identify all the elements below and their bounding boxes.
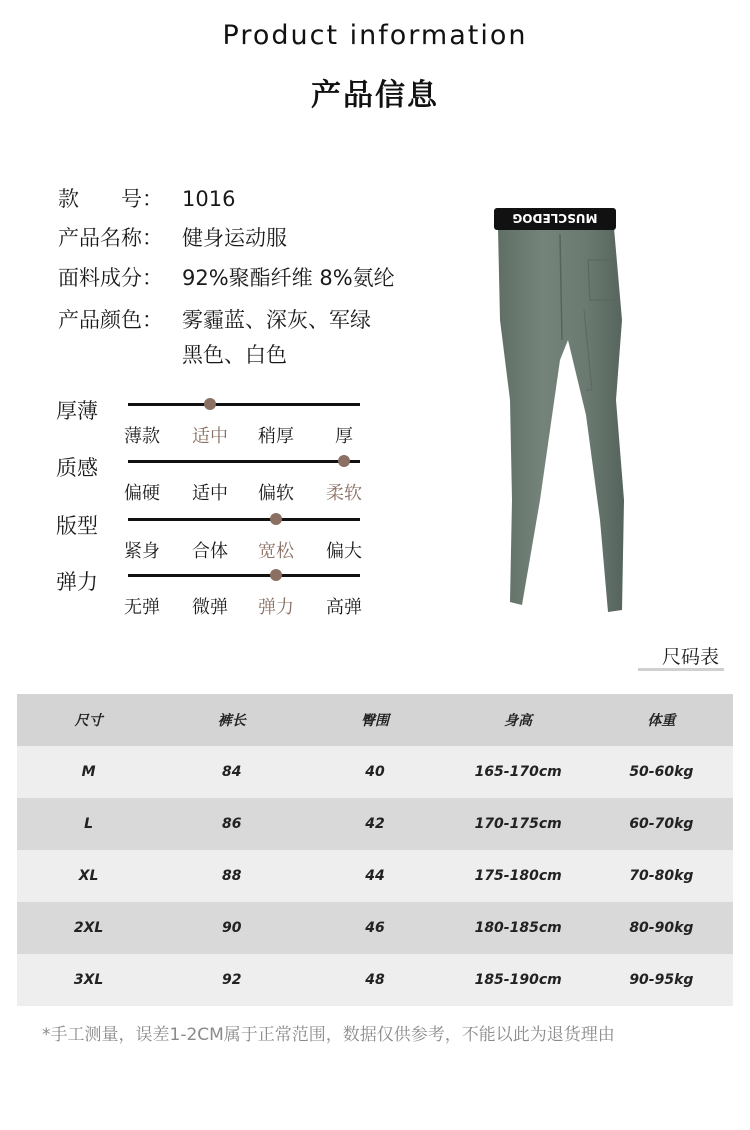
attribute-scale-marker xyxy=(270,513,282,525)
size-table-cell: 2XL xyxy=(73,920,104,936)
attribute-option: 偏硬 xyxy=(124,483,160,504)
size-table-cell: XL xyxy=(78,868,99,884)
attribute-option: 紧身 xyxy=(124,541,160,562)
attribute-option: 适中 xyxy=(192,483,228,504)
size-table-cell: 48 xyxy=(365,972,385,988)
attribute-option: 柔软 xyxy=(326,483,362,504)
size-table-cell: 46 xyxy=(365,920,385,936)
info-style-number xyxy=(58,183,235,213)
attribute-scale-line xyxy=(128,574,360,577)
size-table-cell: M xyxy=(81,764,96,780)
attribute-scale-line xyxy=(128,518,360,521)
size-table-header-cell: 裤长 xyxy=(217,713,246,729)
attribute-option: 高弹 xyxy=(326,597,362,618)
size-table-header-row xyxy=(17,694,733,746)
attribute-label: 弹力 xyxy=(56,570,98,594)
size-table-cell: 185-190cm xyxy=(474,972,562,988)
color-value-line-1: 雾霾蓝、深灰、军绿 xyxy=(182,308,371,332)
size-table-cell: 90-95kg xyxy=(629,972,694,988)
size-table-cell: L xyxy=(84,816,94,832)
size-table-cell: 84 xyxy=(222,764,242,780)
size-table-cell: 90 xyxy=(222,920,242,936)
size-table-header-cell: 臀围 xyxy=(360,713,389,729)
color-label: 产品颜色： xyxy=(58,308,163,332)
title-chinese: 产品信息 xyxy=(311,78,439,113)
attribute-option: 薄款 xyxy=(124,426,160,447)
product-name-label: 产品名称： xyxy=(58,226,163,250)
size-table-cell: 92 xyxy=(222,972,242,988)
size-chart-label: 尺码表 xyxy=(662,646,720,668)
size-table-cell: 88 xyxy=(222,868,242,884)
attribute-scale-marker xyxy=(338,455,350,467)
attribute-option: 宽松 xyxy=(258,541,294,562)
attribute-option: 适中 xyxy=(192,426,228,447)
measurement-note: *手工测量，误差1-2CM属于正常范围，数据仅供参考，不能以此为退货理由 xyxy=(42,1025,615,1045)
size-table-row xyxy=(17,746,733,798)
size-table-header-cell: 尺寸 xyxy=(74,713,103,729)
waistband-text: MUSCLEDOG xyxy=(512,211,598,225)
size-chart-underline xyxy=(638,668,724,671)
size-table-cell: 50-60kg xyxy=(629,764,694,780)
size-table-cell: 86 xyxy=(222,816,242,832)
info-product-name xyxy=(58,222,287,252)
attribute-label: 质感 xyxy=(56,456,98,480)
fabric-label: 面料成分： xyxy=(58,266,163,290)
size-table-cell: 44 xyxy=(365,868,385,884)
size-table-header-cell: 身高 xyxy=(504,713,533,729)
size-table-cell: 3XL xyxy=(73,972,104,988)
attribute-option: 厚 xyxy=(335,426,353,447)
attribute-option: 弹力 xyxy=(258,597,294,618)
size-table-cell: 180-185cm xyxy=(474,920,562,936)
size-table-cell: 170-175cm xyxy=(474,816,562,832)
color-value-line-2: 黑色、白色 xyxy=(182,343,287,367)
attribute-label: 版型 xyxy=(56,514,98,538)
attribute-option: 偏大 xyxy=(326,541,362,562)
title-english: Product information xyxy=(222,20,528,51)
size-table-row xyxy=(17,850,733,902)
size-table-header-cell: 体重 xyxy=(647,713,676,729)
product-image-pants xyxy=(476,200,626,630)
attribute-option: 微弹 xyxy=(192,597,228,618)
style-number-label: 款 号： xyxy=(58,187,163,211)
size-table-row xyxy=(17,902,733,954)
size-table-cell: 40 xyxy=(365,764,385,780)
attribute-scale-marker xyxy=(270,569,282,581)
attribute-option: 偏软 xyxy=(258,483,294,504)
info-fabric xyxy=(58,262,395,292)
size-table-row xyxy=(17,798,733,850)
attribute-option: 合体 xyxy=(192,541,228,562)
size-table-cell: 60-70kg xyxy=(629,816,694,832)
style-number-value: 1016 xyxy=(182,187,236,211)
size-table-cell: 70-80kg xyxy=(629,868,694,884)
size-table-cell: 42 xyxy=(365,816,385,832)
size-table xyxy=(17,694,733,1006)
attribute-option: 稍厚 xyxy=(258,426,294,447)
attribute-scale-line xyxy=(128,403,360,406)
attribute-option: 无弹 xyxy=(124,597,160,618)
size-table-cell: 80-90kg xyxy=(629,920,694,936)
size-table-cell: 175-180cm xyxy=(474,868,562,884)
fabric-value: 92%聚酯纤维 8%氨纶 xyxy=(182,266,395,290)
attribute-scale-line xyxy=(128,460,360,463)
product-name-value: 健身运动服 xyxy=(182,226,287,250)
size-table-cell: 165-170cm xyxy=(474,764,562,780)
attribute-label: 厚薄 xyxy=(56,399,98,423)
attribute-scale-marker xyxy=(204,398,216,410)
size-table-row xyxy=(17,954,733,1006)
info-color xyxy=(58,304,371,334)
